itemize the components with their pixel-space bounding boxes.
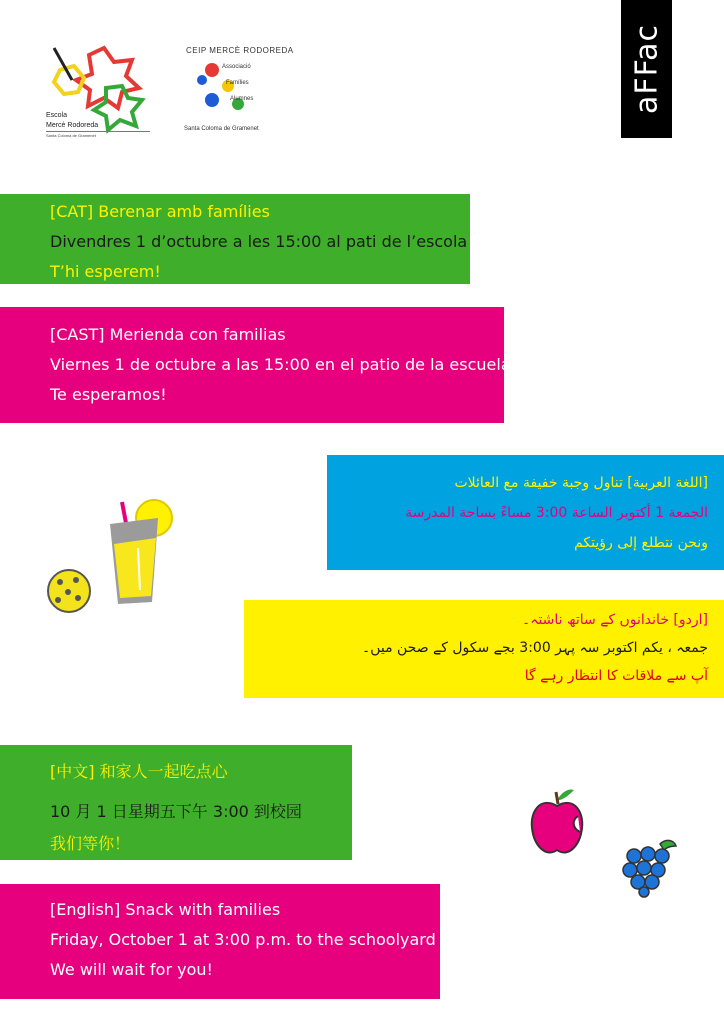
chinese-closing: 我们等你！	[50, 834, 131, 853]
school-name-line2: Mercè Rodoreda	[46, 122, 99, 129]
section-catalan	[0, 194, 470, 284]
school-name-line3: Santa Coloma de Gramenet	[46, 133, 96, 138]
affac-logo	[621, 0, 672, 138]
cookie-icon	[46, 568, 92, 614]
afa-title: CEIP MERCÈ RODOREDA	[186, 46, 294, 55]
afa-line2: Famílies	[226, 80, 249, 86]
urdu-detail: جمعہ ، یکم اکتوبر سہ پہر 3:00 بجے سکول کے صحن میں۔	[361, 640, 708, 656]
afa-footer: Santa Coloma de Gramenet	[184, 126, 259, 132]
spanish-title: [CAST] Merienda con familias	[50, 325, 286, 344]
spanish-closing: Te esperamos!	[50, 385, 167, 404]
afa-line1: Associació	[222, 64, 251, 70]
section-chinese	[0, 745, 352, 860]
apple-icon	[528, 786, 586, 858]
lemonade-glass-icon	[100, 496, 180, 608]
arabic-closing: ونحن نتطلع إلى رؤيتكم	[574, 535, 708, 551]
section-spanish	[0, 307, 511, 423]
affac-logo-text: aFFac	[629, 23, 664, 115]
english-detail: Friday, October 1 at 3:00 p.m. to the schoolyard	[50, 930, 436, 949]
section-english	[0, 884, 440, 999]
catalan-detail: Divendres 1 d’octubre a les 15:00 al pati de l’escola	[50, 232, 468, 251]
grapes-icon	[620, 834, 684, 898]
chinese-title: [中文] 和家人一起吃点心	[50, 762, 228, 781]
school-logo	[44, 40, 154, 142]
urdu-closing: آپ سے ملاقات کا انتظار رہے گا	[524, 668, 708, 684]
afa-logo	[182, 46, 294, 138]
spanish-detail: Viernes 1 de octubre a las 15:00 en el patio de la escuela	[50, 355, 511, 374]
arabic-title: [اللغة العربية] تناول وجبة خفيفة مع العائلات	[454, 475, 708, 491]
section-urdu	[244, 600, 724, 698]
english-closing: We will wait for you!	[50, 960, 213, 979]
english-title: [English] Snack with families	[50, 900, 281, 919]
section-arabic	[327, 455, 724, 570]
arabic-detail: الجمعة 1 أكتوبر الساعة 3:00 مساءً بساحة المدرسة	[405, 505, 708, 521]
catalan-closing: T’hi esperem!	[50, 262, 161, 281]
catalan-title: [CAT] Berenar amb famílies	[50, 202, 270, 221]
afa-line3: Alumnes	[230, 96, 254, 102]
urdu-title: [اردو] خاندانوں کے ساتھ ناشتہ۔	[522, 612, 708, 628]
chinese-detail: 10 月 1 日星期五下午 3:00 到校园	[50, 802, 302, 821]
school-name-line1: Escola	[46, 112, 68, 119]
divider	[46, 131, 150, 132]
